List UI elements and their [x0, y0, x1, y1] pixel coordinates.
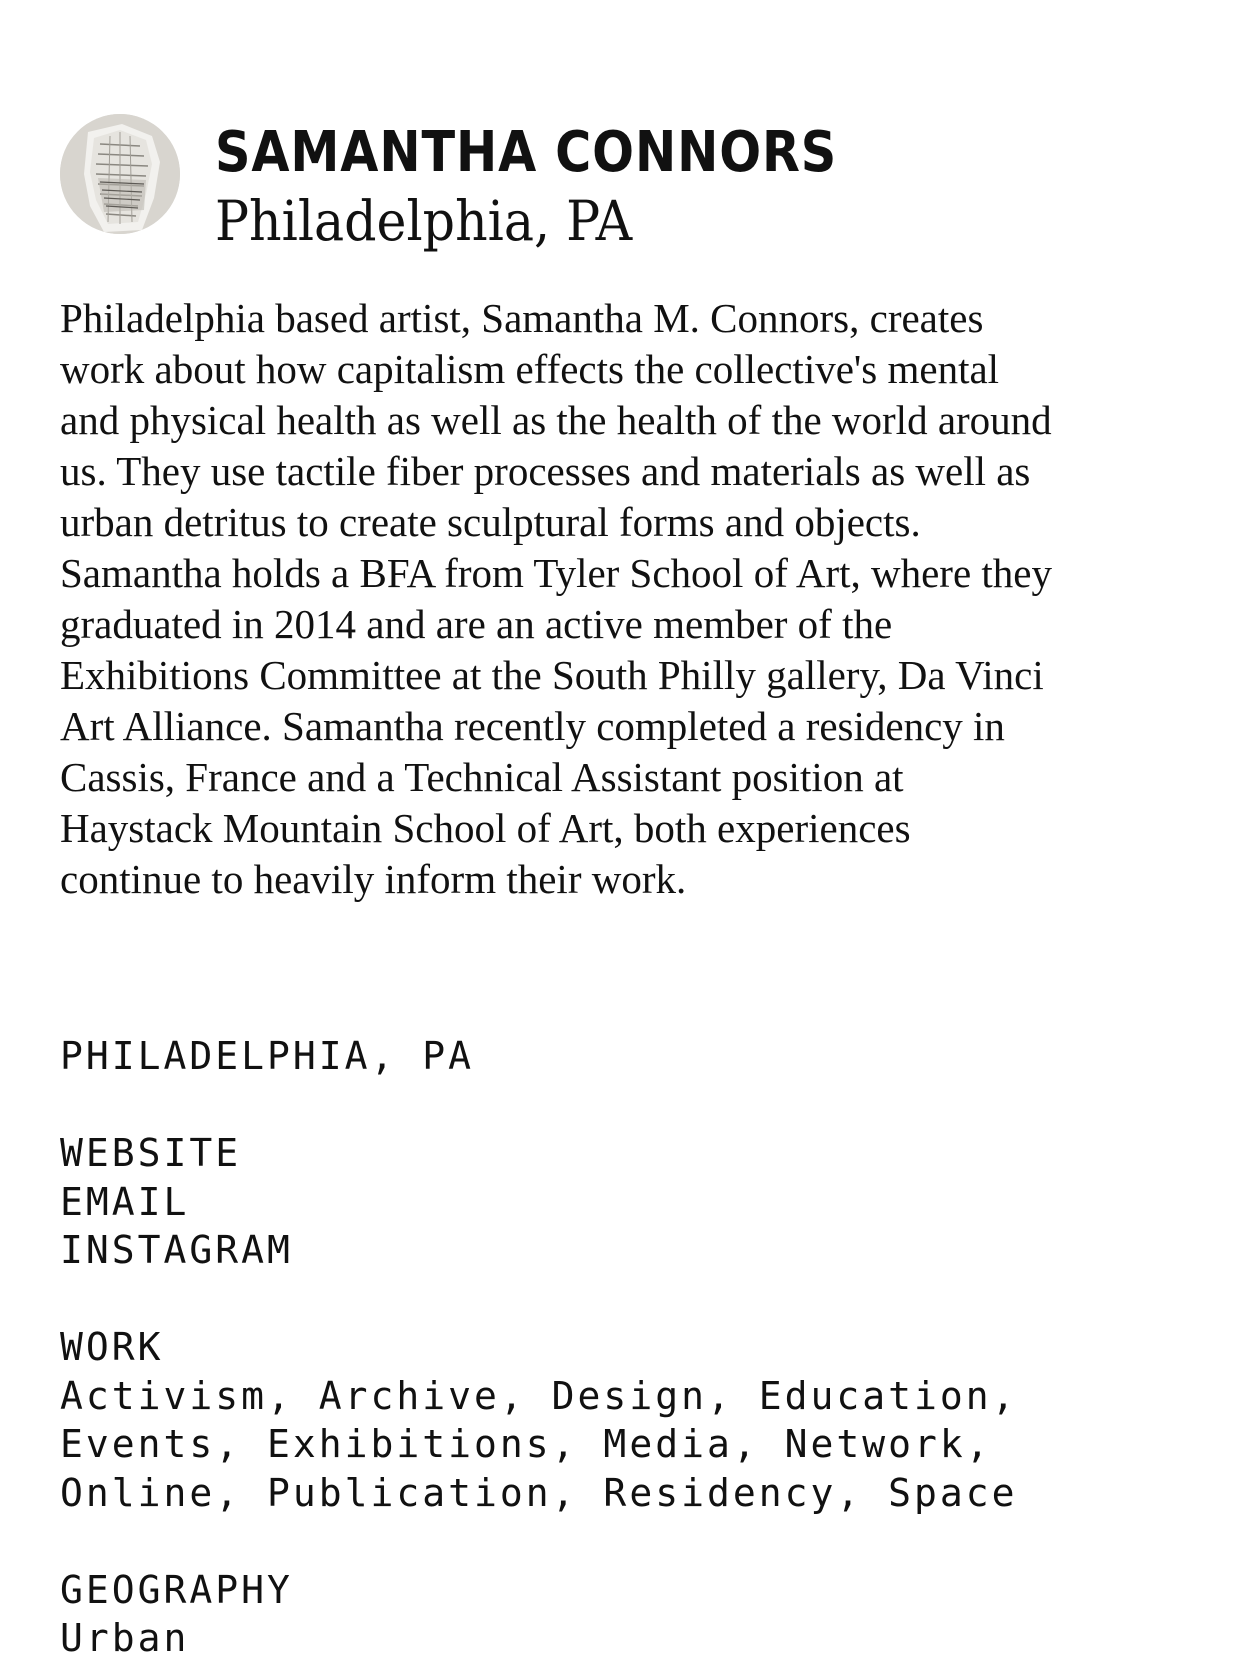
bio-line: Samantha holds a BFA from Tyler School of Art, where they: [60, 550, 1052, 596]
profile-title-block: [215, 112, 922, 256]
artist-details: [60, 1032, 1017, 1663]
instagram-link[interactable]: INSTAGRAM: [60, 1228, 293, 1272]
email-link[interactable]: EMAIL: [60, 1179, 190, 1224]
work-heading: WORK: [60, 1325, 164, 1369]
spacer: [60, 1517, 1017, 1566]
bio-line: Haystack Mountain School of Art, both experiences: [60, 805, 911, 851]
bio-line: Cassis, France and a Technical Assistant position at: [60, 754, 904, 800]
bio-line: Art Alliance. Samantha recently completed a residency in: [60, 703, 1005, 749]
artist-bio: [60, 293, 1200, 905]
artist-location: Philadelphia, PA: [215, 189, 633, 253]
work-categories-line: Online, Publication, Residency, Space: [60, 1470, 1018, 1515]
bio-line: and physical health as well as the health of the world around: [60, 397, 1052, 443]
details-location: PHILADELPHIA, PA: [60, 1034, 475, 1078]
bio-line: graduated in 2014 and are an active member of the: [60, 601, 893, 647]
spacer: [60, 1081, 1017, 1130]
bio-line: urban detritus to create sculptural forms and objects.: [60, 499, 921, 545]
bio-line: continue to heavily inform their work.: [60, 856, 687, 902]
avatar: [60, 114, 180, 234]
spacer: [60, 1275, 1017, 1324]
website-link[interactable]: WEBSITE: [60, 1131, 242, 1175]
bio-line: us. They use tactile fiber processes and materials as well as: [60, 448, 1031, 494]
bio-line: Philadelphia based artist, Samantha M. Connors, creates: [60, 295, 984, 341]
work-categories-line: Events, Exhibitions, Media, Network,: [60, 1422, 992, 1466]
geography-heading: GEOGRAPHY: [60, 1567, 293, 1612]
bio-line: work about how capitalism effects the collective's mental: [60, 346, 1000, 392]
artist-name: SAMANTHA CONNORS: [215, 120, 838, 185]
work-categories-line: Activism, Archive, Design, Education,: [60, 1373, 1018, 1418]
geography-value: Urban: [60, 1616, 190, 1660]
profile-header: [60, 112, 922, 256]
avatar-artwork-image: [60, 114, 180, 234]
bio-line: Exhibitions Committee at the South Philly gallery, Da Vinci: [60, 652, 1044, 698]
